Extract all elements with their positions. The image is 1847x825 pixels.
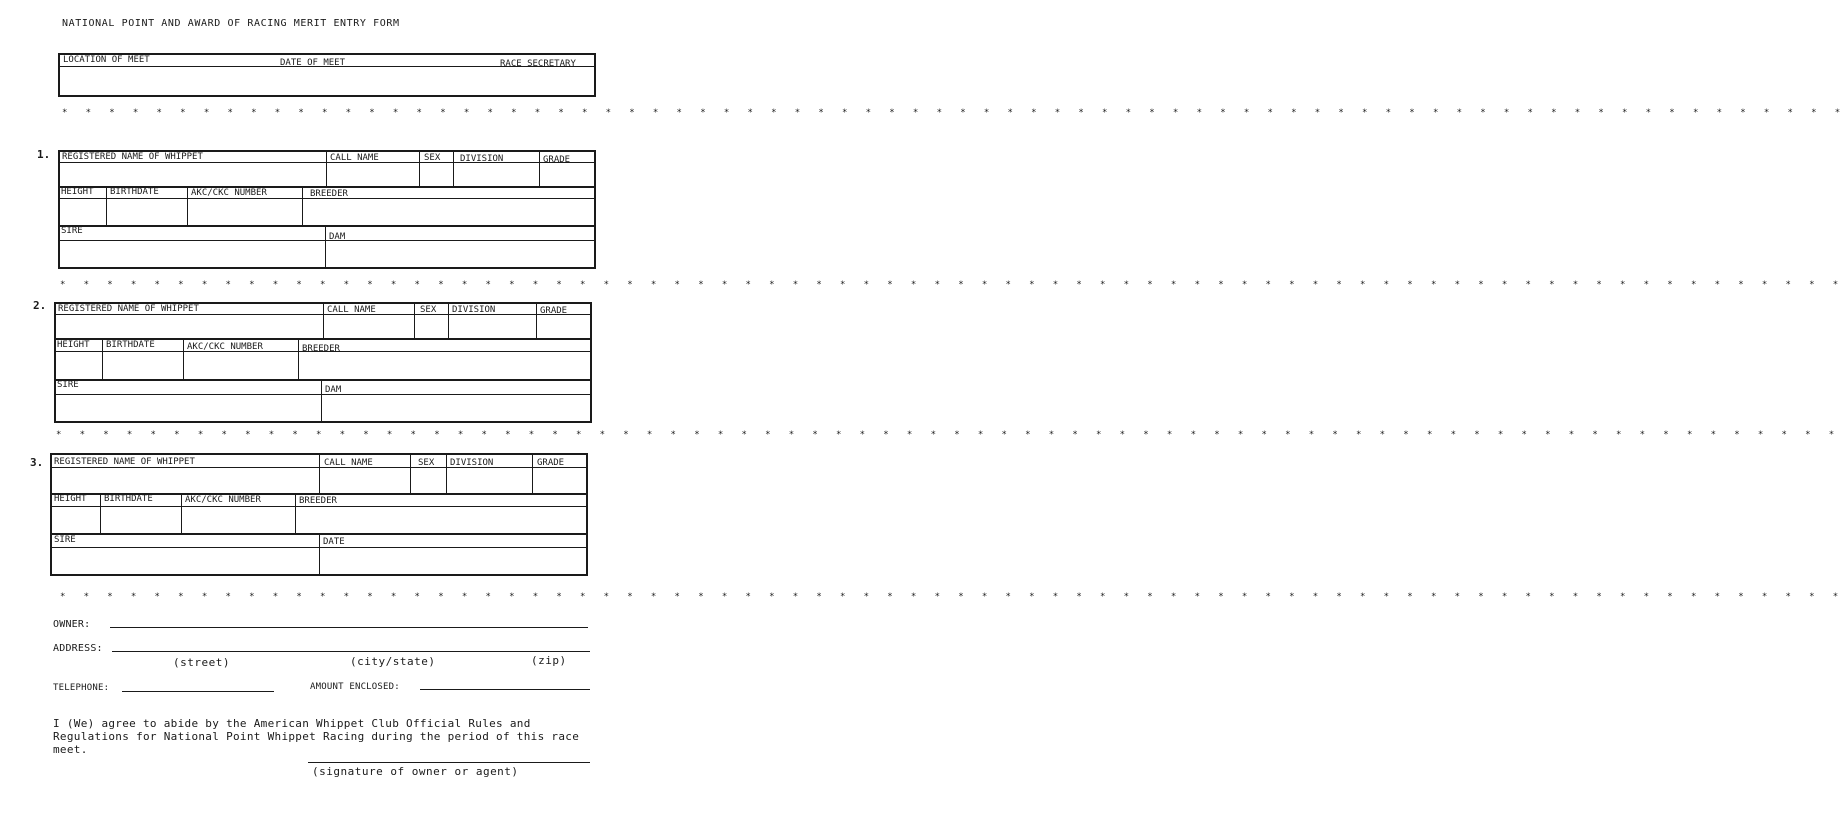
entry-2-row-parents[interactable] xyxy=(54,379,592,423)
date-label: DATE xyxy=(323,537,345,547)
akc-ckc-number-label: AKC/CKC NUMBER xyxy=(185,495,261,505)
akc-ckc-number-label: AKC/CKC NUMBER xyxy=(187,342,263,352)
grade-label: GRADE xyxy=(540,306,568,316)
sex-label: SEX xyxy=(418,458,435,468)
call-name-label: CALL NAME xyxy=(324,458,373,468)
amount-input-line[interactable] xyxy=(420,689,590,690)
star-separator: * * * * * * * * * * * * * * * * * * * * * * * * * * * * * * * * * * * * * * * * * * * * * * * * * * * * * * * * * * * * * * * * * * * * * * * * * * * * xyxy=(62,108,1847,118)
division-label: DIVISION xyxy=(450,458,494,468)
breeder-label: BREEDER xyxy=(310,189,348,199)
registered-name-label: REGISTERED NAME OF WHIPPET xyxy=(62,152,203,162)
entry-1-row-parents[interactable] xyxy=(58,225,596,269)
address-label: ADDRESS: xyxy=(53,643,103,654)
registered-name-label: REGISTERED NAME OF WHIPPET xyxy=(54,457,195,467)
star-separator: * * * * * * * * * * * * * * * * * * * * * * * * * * * * * * * * * * * * * * * * * * * * * * * * * * * * * * * * * * * * * * * * * * * * * * * * * * * * xyxy=(56,430,1841,440)
date-of-meet-label: DATE OF MEET xyxy=(280,58,346,68)
city-state-caption: (city/state) xyxy=(350,655,436,668)
breeder-label: BREEDER xyxy=(302,344,340,354)
owner-input-line[interactable] xyxy=(110,627,588,628)
division-label: DIVISION xyxy=(452,305,496,315)
birthdate-label: BIRTHDATE xyxy=(104,494,153,504)
sex-label: SEX xyxy=(424,153,441,163)
telephone-input-line[interactable] xyxy=(122,691,274,692)
dam-label: DAM xyxy=(325,385,342,395)
call-name-label: CALL NAME xyxy=(327,305,376,315)
form-title: NATIONAL POINT AND AWARD OF RACING MERIT ENTRY FORM xyxy=(62,18,400,29)
signature-input-line[interactable] xyxy=(308,762,590,763)
entry-number: 2. xyxy=(33,299,47,312)
grade-label: GRADE xyxy=(543,155,571,165)
birthdate-label: BIRTHDATE xyxy=(106,340,155,350)
sire-label: SIRE xyxy=(61,226,83,236)
height-label: HEIGHT xyxy=(57,340,90,350)
entry-number: 3. xyxy=(30,456,44,469)
birthdate-label: BIRTHDATE xyxy=(110,187,159,197)
breeder-label: BREEDER xyxy=(299,496,337,506)
grade-label: GRADE xyxy=(537,458,565,468)
height-label: HEIGHT xyxy=(54,494,87,504)
sire-label: SIRE xyxy=(57,380,79,390)
sire-label: SIRE xyxy=(54,535,76,545)
entry-number: 1. xyxy=(37,148,51,161)
owner-label: OWNER: xyxy=(53,619,91,630)
zip-caption: (zip) xyxy=(531,654,567,667)
street-caption: (street) xyxy=(173,656,230,669)
telephone-label: TELEPHONE: xyxy=(53,683,110,693)
sex-label: SEX xyxy=(420,305,437,315)
location-of-meet-label: LOCATION OF MEET xyxy=(63,55,150,65)
star-separator: * * * * * * * * * * * * * * * * * * * * * * * * * * * * * * * * * * * * * * * * * * * * * * * * * * * * * * * * * * * * * * * * * * * * * * * * * * * * xyxy=(60,592,1845,602)
race-secretary-label: RACE SECRETARY xyxy=(500,59,576,69)
signature-caption: (signature of owner or agent) xyxy=(312,765,519,778)
division-label: DIVISION xyxy=(460,154,504,164)
dam-label: DAM xyxy=(329,232,346,242)
registered-name-label: REGISTERED NAME OF WHIPPET xyxy=(58,304,199,314)
address-input-line[interactable] xyxy=(112,651,590,652)
akc-ckc-number-label: AKC/CKC NUMBER xyxy=(191,188,267,198)
star-separator: * * * * * * * * * * * * * * * * * * * * * * * * * * * * * * * * * * * * * * * * * * * * * * * * * * * * * * * * * * * * * * * * * * * * * * * * * * * * xyxy=(60,280,1845,290)
amount-enclosed-label: AMOUNT ENCLOSED: xyxy=(310,682,400,692)
call-name-label: CALL NAME xyxy=(330,153,379,163)
height-label: HEIGHT xyxy=(61,187,94,197)
agreement-text: I (We) agree to abide by the American Whippet Club Official Rules and Regulations for National Point Whippet Racing during the period of this race meet. xyxy=(53,717,580,756)
